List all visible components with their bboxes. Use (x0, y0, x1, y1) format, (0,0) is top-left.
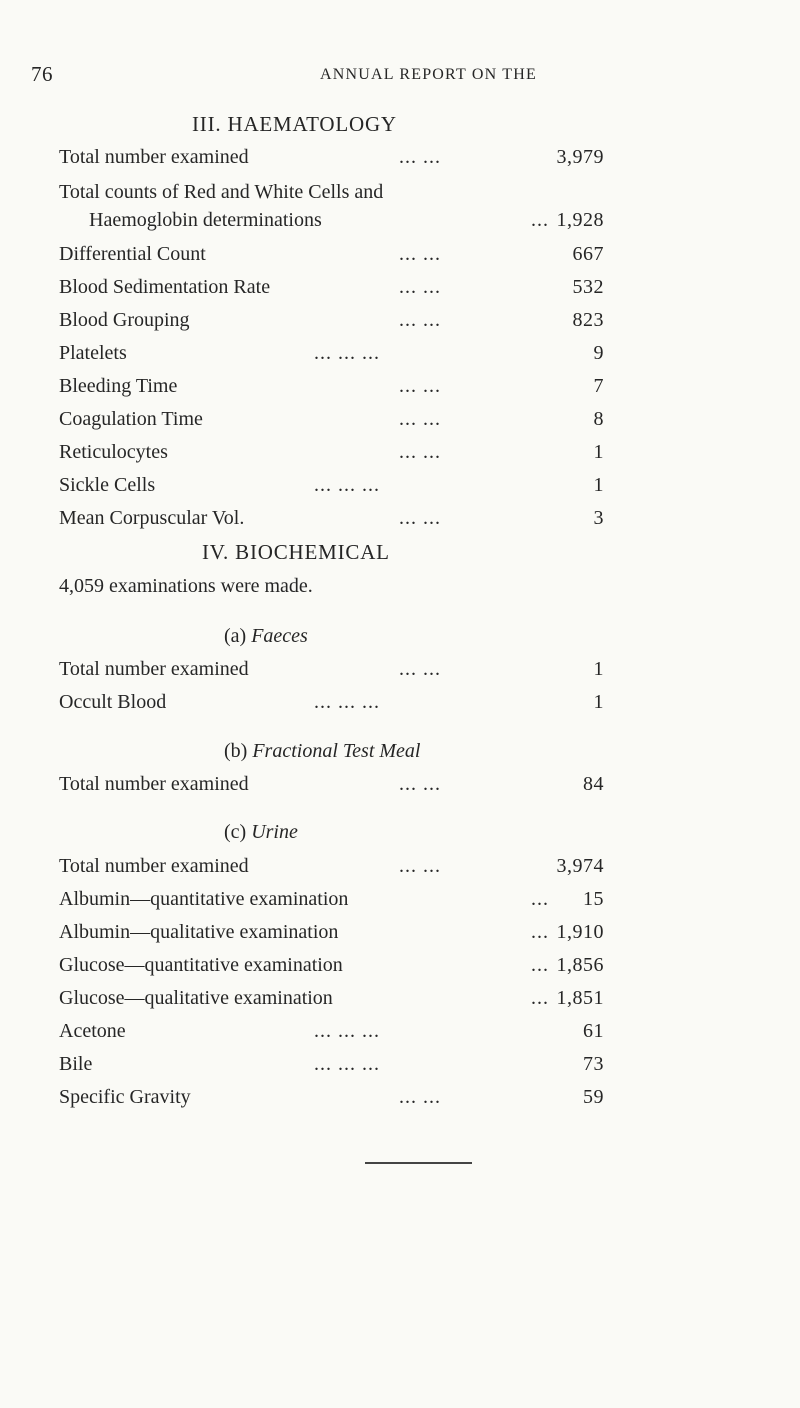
row-value: 1,910 (556, 921, 604, 943)
faeces-prefix: (a) (224, 625, 247, 647)
urine-title: Urine (251, 821, 298, 843)
row-leader: ... ... (399, 375, 441, 397)
row-value: 7 (593, 375, 604, 397)
row-label: Bile (59, 1053, 93, 1075)
row-leader: ... ... (399, 441, 441, 463)
row-label: Total number examined (59, 146, 249, 168)
row-value: 1,928 (556, 209, 604, 231)
row-label: Blood Sedimentation Rate (59, 276, 271, 298)
row-value: 1 (593, 658, 604, 680)
table-row (59, 987, 659, 1019)
table-row (59, 474, 659, 506)
fractional-subheading (224, 740, 420, 763)
table-row (59, 408, 659, 440)
table-row (59, 921, 659, 953)
biochemical-heading: IV. BIOCHEMICAL (202, 540, 390, 564)
row-value: 3,974 (556, 855, 604, 877)
row-label: Albumin—qualitative examination (59, 921, 339, 943)
row-leader: ... ... (399, 507, 441, 529)
row-value: 84 (583, 773, 604, 795)
row-leader: ... (531, 987, 549, 1009)
row-leader: ... ... (399, 658, 441, 680)
row-label: Blood Grouping (59, 309, 190, 331)
row-label: Total number examined (59, 658, 249, 680)
table-row (59, 691, 659, 723)
page-number: 76 (31, 62, 53, 86)
table-row (59, 276, 659, 308)
biochemical-intro: 4,059 examinations were made. (59, 575, 313, 597)
row-leader: ... ... (399, 243, 441, 265)
table-row (59, 309, 659, 341)
row-leader: ... ... (399, 855, 441, 877)
row-value: 8 (593, 408, 604, 430)
row-label: Differential Count (59, 243, 206, 265)
row-label: Occult Blood (59, 691, 167, 713)
row-value: 1 (593, 441, 604, 463)
urine-prefix: (c) (224, 821, 247, 843)
running-head: ANNUAL REPORT ON THE (320, 66, 537, 83)
table-row (59, 888, 659, 920)
row-value: 61 (583, 1020, 604, 1042)
row-value: 1,851 (556, 987, 604, 1009)
row-value: 9 (593, 342, 604, 364)
row-leader: ... ... ... (314, 474, 380, 496)
row-label: Mean Corpuscular Vol. (59, 507, 245, 529)
row-label: Albumin—quantitative examination (59, 888, 349, 910)
table-row (59, 855, 659, 887)
row-value: 532 (572, 276, 604, 298)
row-label: Reticulocytes (59, 441, 168, 463)
faeces-title: Faeces (251, 625, 308, 647)
row-label: Platelets (59, 342, 127, 364)
row-value: 1 (593, 474, 604, 496)
row-leader: ... ... (399, 773, 441, 795)
fractional-prefix: (b) (224, 740, 248, 762)
fractional-title: Fractional Test Meal (252, 740, 421, 762)
row-label-continuation: Haemoglobin determinations (89, 209, 322, 231)
row-leader: ... ... ... (314, 1053, 380, 1075)
table-row (59, 441, 659, 473)
table-row (59, 658, 659, 690)
table-row (59, 146, 659, 178)
table-row (59, 773, 659, 805)
row-leader: ... (531, 954, 549, 976)
row-leader: ... ... (399, 146, 441, 168)
table-row (59, 954, 659, 986)
row-label: Total number examined (59, 855, 249, 877)
row-label: Total number examined (59, 773, 249, 795)
row-label: Coagulation Time (59, 408, 203, 430)
row-value: 667 (572, 243, 604, 265)
row-label: Glucose—quantitative examination (59, 954, 343, 976)
table-row (59, 375, 659, 407)
row-label: Specific Gravity (59, 1086, 191, 1108)
row-label: Total counts of Red and White Cells and (59, 181, 384, 203)
row-value: 1,856 (556, 954, 604, 976)
table-row (59, 1020, 659, 1052)
table-row (59, 1053, 659, 1085)
table-row (59, 342, 659, 374)
row-leader: ... ... (399, 1086, 441, 1108)
section-end-rule (365, 1162, 472, 1164)
table-row (59, 243, 659, 275)
row-value: 15 (583, 888, 604, 910)
table-row (59, 181, 659, 241)
row-value: 823 (572, 309, 604, 331)
row-leader: ... (531, 921, 549, 943)
row-leader: ... ... ... (314, 691, 380, 713)
row-leader: ... ... ... (314, 1020, 380, 1042)
row-leader: ... ... (399, 309, 441, 331)
row-leader: ... ... (399, 408, 441, 430)
row-label: Sickle Cells (59, 474, 156, 496)
table-row (59, 1086, 659, 1118)
row-label: Glucose—qualitative examination (59, 987, 333, 1009)
row-label: Acetone (59, 1020, 126, 1042)
row-value: 59 (583, 1086, 604, 1108)
row-leader: ... ... (399, 276, 441, 298)
row-leader: ... ... ... (314, 342, 380, 364)
row-label: Bleeding Time (59, 375, 178, 397)
row-value: 1 (593, 691, 604, 713)
urine-subheading (224, 821, 298, 844)
row-value: 3,979 (556, 146, 604, 168)
row-leader: ... (531, 209, 549, 231)
table-row (59, 507, 659, 539)
haematology-heading: III. HAEMATOLOGY (192, 112, 397, 136)
row-leader: ... (531, 888, 549, 910)
row-value: 73 (583, 1053, 604, 1075)
faeces-subheading (224, 625, 308, 648)
row-value: 3 (593, 507, 604, 529)
